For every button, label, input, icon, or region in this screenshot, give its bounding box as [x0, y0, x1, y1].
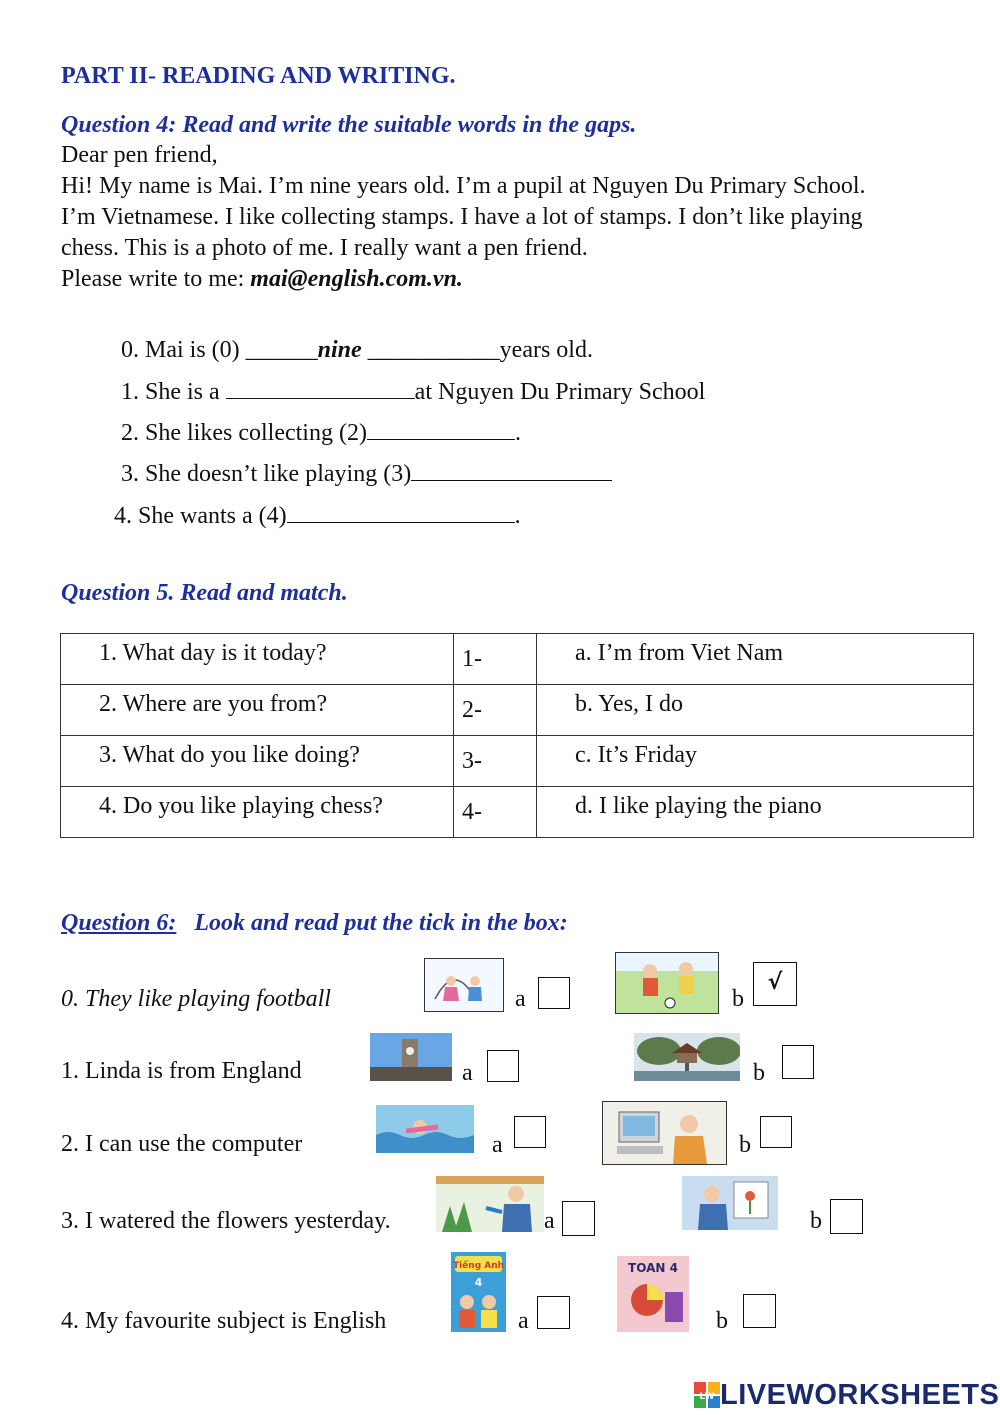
option-a-label: a: [462, 1060, 473, 1086]
part-title: PART II- READING AND WRITING.: [61, 63, 456, 89]
painting-picture: [682, 1176, 778, 1230]
match-question: 1. What day is it today?: [99, 640, 327, 666]
option-b-label: b: [810, 1208, 822, 1234]
match-answer-cell[interactable]: 2-: [454, 685, 537, 736]
football-picture: [615, 952, 719, 1014]
english-book-picture: [451, 1252, 506, 1332]
match-option: b. Yes, I do: [575, 691, 684, 717]
match-option: a. I’m from Viet Nam: [575, 640, 784, 666]
big-ben-picture: [370, 1033, 452, 1081]
option-a-label: a: [518, 1308, 529, 1334]
liveworksheets-logo-text: LIVEWORKSHEETS: [720, 1378, 1000, 1411]
tick-box-1a[interactable]: [487, 1050, 519, 1082]
tick-box-2a[interactable]: [514, 1116, 546, 1148]
match-question: 2. Where are you from?: [99, 691, 328, 717]
match-option: c. It’s Friday: [575, 742, 697, 768]
table-row: [61, 787, 974, 838]
example-answer: nine: [317, 337, 362, 363]
tick-item-1: 1. Linda is from England: [61, 1058, 302, 1084]
swimming-picture: [376, 1105, 474, 1153]
option-a-label: a: [544, 1208, 555, 1234]
letter-greeting: Dear pen friend,: [61, 142, 218, 168]
table-row: [61, 634, 974, 685]
one-pillar-pagoda-picture: [634, 1033, 740, 1081]
math-book-picture: [617, 1256, 689, 1332]
gap-sentence-2: 2. She likes collecting (2) .: [121, 417, 521, 449]
option-b-label: b: [753, 1060, 765, 1086]
option-a-label: a: [515, 986, 526, 1012]
gap-sentence-4: 4. She wants a (4) .: [114, 500, 521, 532]
option-b-label: b: [716, 1308, 728, 1334]
match-option: d. I like playing the piano: [575, 793, 822, 819]
option-b-label: b: [732, 986, 744, 1012]
english-book-title: Tiếng Anh: [452, 1261, 505, 1271]
letter-line-1: Hi! My name is Mai. I’m nine years old. I’m a pupil at Nguyen Du Primary School.: [61, 173, 866, 199]
tick-box-0b[interactable]: √: [753, 962, 797, 1006]
email-address: mai@english.com.vn.: [250, 266, 463, 292]
match-answer-cell[interactable]: 1-: [454, 634, 537, 685]
tick-item-3: 3. I watered the flowers yesterday.: [61, 1208, 391, 1234]
gap-input-4[interactable]: [287, 500, 515, 523]
computer-picture: [602, 1101, 727, 1165]
tick-box-3b[interactable]: [830, 1199, 863, 1234]
question-5-title: Question 5. Read and match.: [61, 580, 348, 606]
match-table: [60, 633, 974, 838]
question-4-title: Question 4: Read and write the suitable words in the gaps.: [61, 112, 637, 138]
letter-line-4: Please write to me: mai@english.com.vn.: [61, 266, 463, 292]
tick-item-0: 0. They like playing football: [61, 986, 331, 1012]
letter-line-2: I’m Vietnamese. I like collecting stamps. I have a lot of stamps. I don’t like playing: [61, 204, 863, 230]
tick-item-2: 2. I can use the computer: [61, 1131, 303, 1157]
option-a-label: a: [492, 1132, 503, 1158]
gap-input-2[interactable]: [367, 417, 515, 440]
watering-flowers-picture: [436, 1176, 544, 1232]
tick-item-4: 4. My favourite subject is English: [61, 1308, 387, 1334]
tick-box-0a[interactable]: [538, 977, 570, 1009]
match-question: 4. Do you like playing chess?: [99, 793, 383, 819]
table-row: [61, 685, 974, 736]
tick-box-3a[interactable]: [562, 1201, 595, 1236]
option-b-label: b: [739, 1132, 751, 1158]
tick-box-1b[interactable]: [782, 1045, 814, 1079]
english-book-number: 4: [474, 1276, 483, 1289]
svg-text:LW: LW: [699, 1392, 715, 1402]
match-answer-cell[interactable]: 4-: [454, 787, 537, 838]
tick-box-4a[interactable]: [537, 1296, 570, 1329]
tick-box-2b[interactable]: [760, 1116, 792, 1148]
letter-text: [61, 140, 866, 295]
question-6-title: Question 6: Look and read put the tick in the box:: [61, 910, 568, 936]
letter-line-3: chess. This is a photo of me. I really want a pen friend.: [61, 235, 588, 261]
skipping-rope-picture: [424, 958, 504, 1012]
gap-sentence-0: 0. Mai is (0) ______nine ___________years old.: [121, 337, 593, 363]
gap-sentence-3: 3. She doesn’t like playing (3): [121, 458, 612, 490]
tick-box-4b[interactable]: [743, 1294, 776, 1328]
table-row: [61, 736, 974, 787]
liveworksheets-logo: [694, 1375, 999, 1415]
gap-input-1[interactable]: [226, 376, 415, 399]
math-book-title: TOAN 4: [628, 1261, 678, 1275]
gap-input-3[interactable]: [411, 458, 612, 481]
liveworksheets-logo-icon: [694, 1382, 720, 1408]
match-answer-cell[interactable]: 3-: [454, 736, 537, 787]
gap-sentence-1: 1. She is a at Nguyen Du Primary School: [121, 376, 705, 408]
match-question: 3. What do you like doing?: [99, 742, 360, 768]
